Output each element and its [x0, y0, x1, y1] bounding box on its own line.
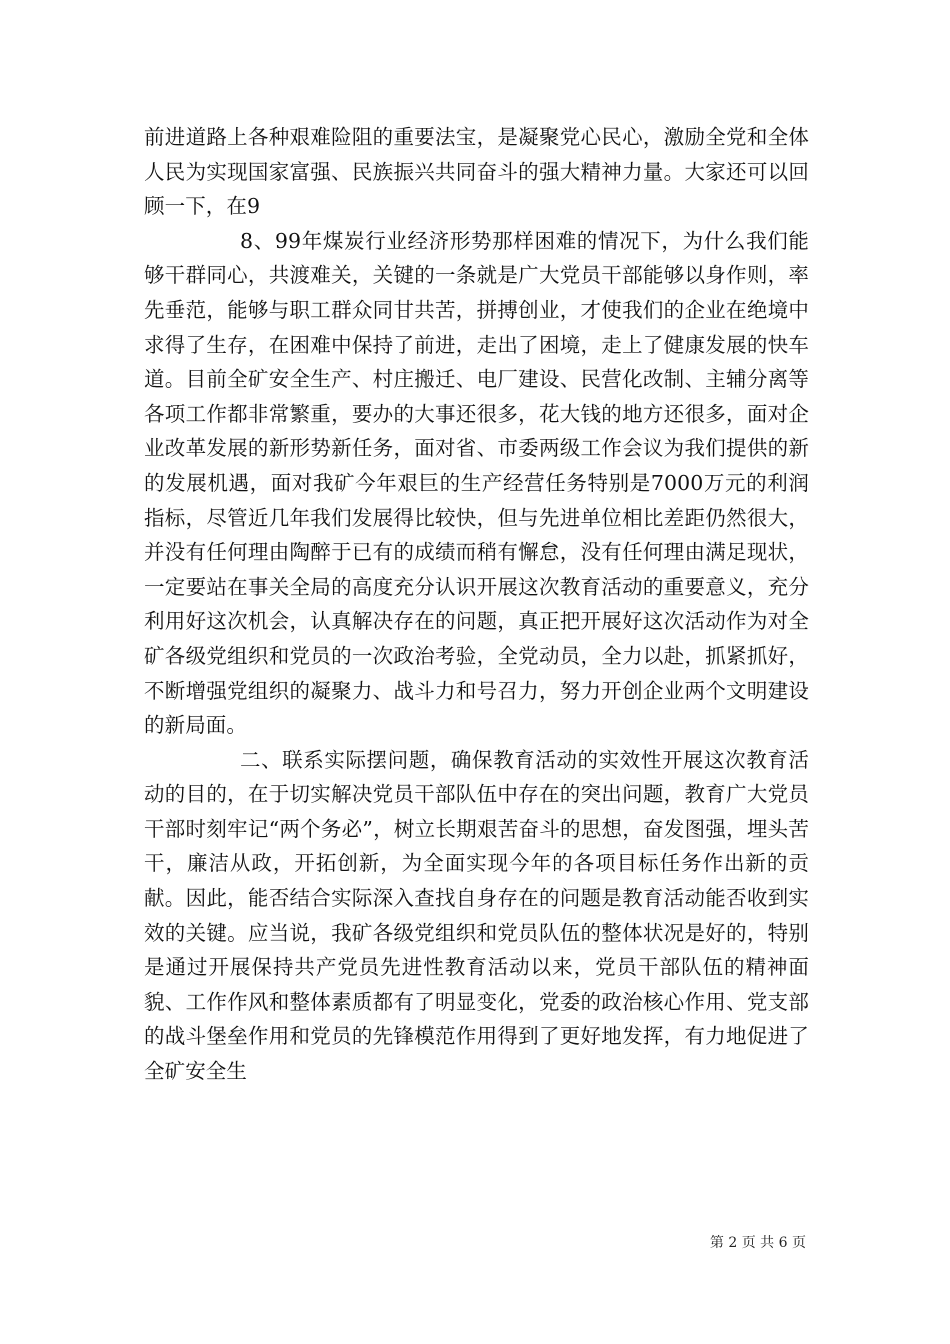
page-number-footer: 第 2 页 共 6 页 — [709, 1235, 806, 1251]
paragraph-coal-industry: 8、99年煤炭行业经济形势那样困难的情况下，为什么我们能够干群同心，共渡难关，关键的一条就是广大党员干部能够以身作则，率先垂范，能够与职工群众同甘共苦，拼搏创业，才使我们的企业在绝境中求得了生存，在困难中保持了前进，走出了困境，走上了健康发展的快车道。目前全矿安全生产、村庄搬迁、电厂建设、民营化改制、主辅分离等各项工作都非常繁重，要办的大事还很多，花大钱的地方还很多，面对企业改革发展的新形势新任务，面对省、市委两级工作会议为我们提供的新的发展机遇，面对我矿今年艰巨的生产经营任务特别是7000万元的利润指标，尽管近几年我们发展得比较快，但与先进单位相比差距仍然很大，并没有任何理由陶醉于已有的成绩而稍有懈怠，没有任何理由满足现状，一定要站在事关全局的高度充分认识开展这次教育活动的重要意义，充分利用好这次机会，认真解决存在的问题，真正把开展好这次活动作为对全矿各级党组织和党员的一次政治考验，全党动员，全力以赴，抓紧抓好，不断增强党组织的凝聚力、战斗力和号召力，努力开创企业两个文明建设的新局面。 — [144, 228, 809, 738]
paragraph-section-two: 二、联系实际摆问题，确保教育活动的实效性开展这次教育活动的目的，在于切实解决党员干部队伍中存在的突出问题，教育广大党员干部时刻牢记“两个务必”，树立长期艰苦奋斗的思想，奋发图强，埋头苦干，廉洁从政，开拓创新，为全面实现今年的各项目标任务作出新的贡献。因此，能否结合实际深入查找自身存在的问题是教育活动能否收到实效的关键。应当说，我矿各级党组织和党员队伍的整体状况是好的，特别是通过开展保持共产党员先进性教育活动以来，党员干部队伍的精神面貌、工作作风和整体素质都有了明显变化，党委的政治核心作用、党支部的战斗堡垒作用和党员的先锋模范作用得到了更好地发挥，有力地促进了全矿安全生 — [144, 747, 809, 1084]
body-text — [144, 120, 809, 1089]
paragraph-continuation: 前进道路上各种艰难险阻的重要法宝，是凝聚党心民心，激励全党和全体人民为实现国家富强、民族振兴共同奋斗的强大精神力量。大家还可以回顾一下，在9 — [144, 125, 809, 219]
